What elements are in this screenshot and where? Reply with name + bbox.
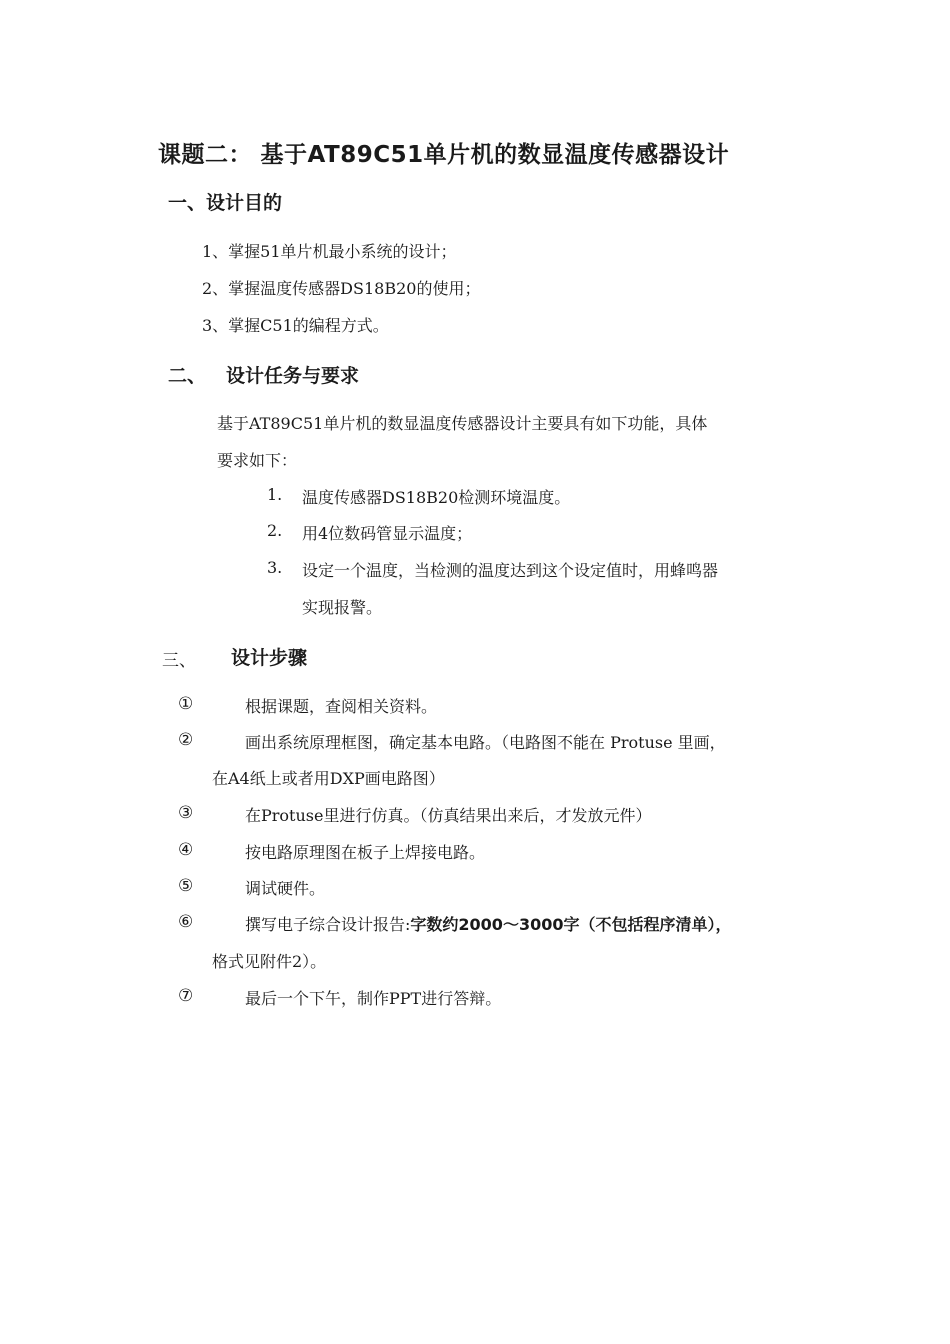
section2-item-1-num: 1. — [267, 485, 283, 504]
section2-item-3-text: 设定一个温度，当检测的温度达到这个设定值时，用蜂鸣器 — [302, 561, 719, 580]
section1-item-1: 1、掌握51单片机最小系统的设计； — [202, 242, 457, 261]
step-1-text: 根据课题，查阅相关资料。 — [245, 697, 438, 716]
step-7-marker: ⑦ — [178, 986, 194, 1006]
step-2-marker: ② — [178, 730, 194, 750]
section2-number: 二、 — [168, 365, 207, 387]
section2-item-1-text: 温度传感器DS18B20检测环境温度。 — [302, 488, 571, 507]
step-5-text: 调试硬件。 — [245, 879, 326, 898]
section2-item-2-text: 用4位数码管显示温度； — [302, 524, 473, 543]
section1-item-2: 2、掌握温度传感器DS18B20的使用； — [202, 279, 481, 298]
step-6-marker: ⑥ — [178, 912, 194, 932]
step-6-text-plain: 撰写电子综合设计报告: — [245, 915, 411, 934]
section2-item-3-num: 3. — [267, 558, 283, 577]
step-6-text — [245, 912, 731, 935]
step-1-marker: ① — [178, 694, 194, 714]
section3-heading: 设计步骤 — [231, 647, 308, 669]
section1-heading: 一、设计目的 — [168, 192, 283, 214]
section2-item-2-num: 2. — [267, 521, 283, 540]
step-4-text: 按电路原理图在板子上焊接电路。 — [245, 843, 486, 862]
step-3-marker: ③ — [178, 803, 194, 823]
step-6-continuation: 格式见附件2）。 — [212, 952, 327, 971]
section3-number: 三、 — [162, 651, 196, 671]
section2-heading: 设计任务与要求 — [226, 365, 360, 387]
page-title: 课题二： 基于AT89C51单片机的数显温度传感器设计 — [158, 142, 730, 168]
section2-intro-line2: 要求如下： — [217, 451, 298, 470]
step-2-continuation: 在A4纸上或者用DXP画电路图） — [212, 769, 445, 788]
step-4-marker: ④ — [178, 840, 194, 860]
step-7-text: 最后一个下午，制作PPT进行答辩。 — [245, 989, 502, 1008]
section2-intro-line1: 基于AT89C51单片机的数显温度传感器设计主要具有如下功能，具体 — [217, 414, 708, 433]
step-5-marker: ⑤ — [178, 876, 194, 896]
section1-item-3: 3、掌握C51的编程方式。 — [202, 316, 389, 335]
step-3-text: 在Protuse里进行仿真。（仿真结果出来后，才发放元件） — [245, 806, 652, 825]
section2-item-3-continuation: 实现报警。 — [302, 598, 383, 617]
step-2-text: 画出系统原理框图，确定基本电路。（电路图不能在 Protuse 里画， — [245, 733, 726, 752]
step-6-text-bold: 字数约2000～3000字（不包括程序清单）， — [410, 915, 732, 934]
